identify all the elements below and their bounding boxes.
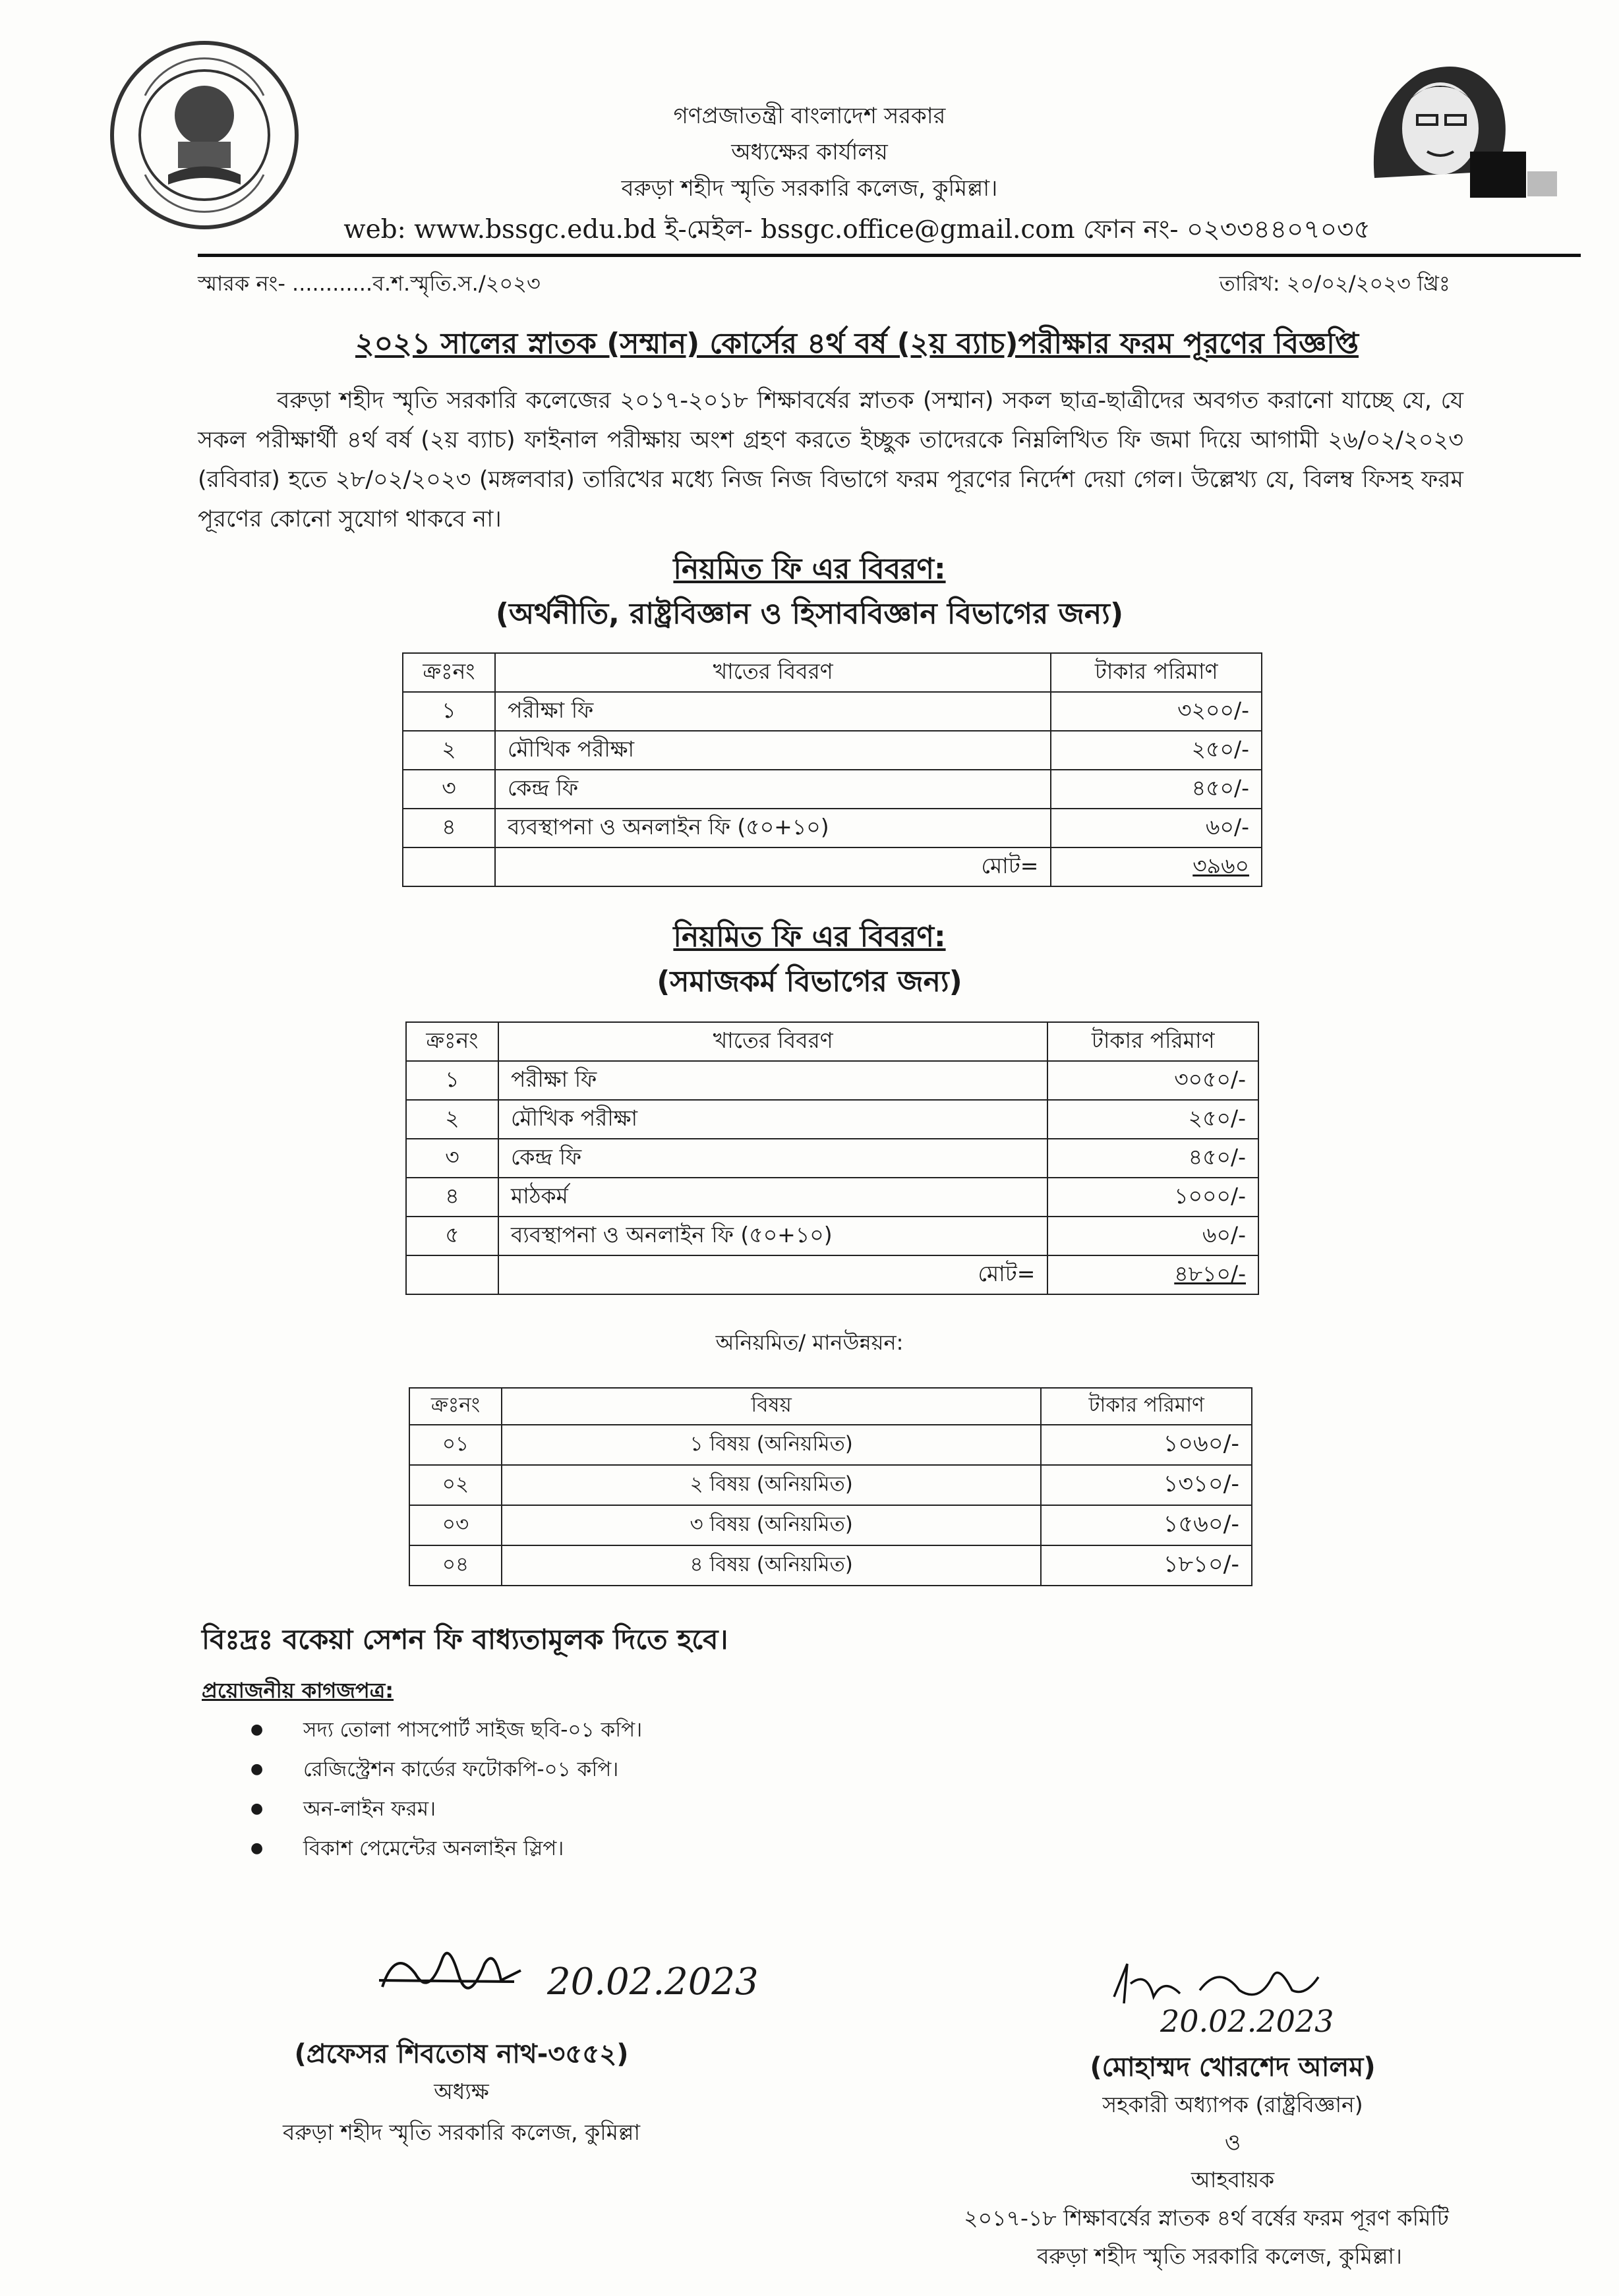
row-amount: ২৫০/-: [1051, 731, 1262, 770]
row-item: কেন্দ্র ফি: [498, 1139, 1047, 1178]
row-item: ৪ বিষয় (অনিয়মিত): [502, 1545, 1041, 1586]
memo-date: তারিখ: ২০/০২/২০২৩ খ্রিঃ: [1219, 271, 1450, 296]
list-item: ● রেজিস্ট্রেশন কার্ডের ফটোকপি-০১ কপি।: [250, 1750, 642, 1789]
row-amount: ১০০০/-: [1047, 1178, 1258, 1217]
col-serial: ক্রঃনং: [409, 1388, 502, 1425]
col-subject: বিষয়: [502, 1388, 1041, 1425]
section1-subheading: (অর্থনীতি, রাষ্ট্রবিজ্ঞান ও হিসাববিজ্ঞান বিভাগের জন্য): [495, 597, 1124, 631]
row-item: কেন্দ্র ফি: [495, 770, 1051, 809]
section3-heading: অনিয়মিত/ মানউন্নয়ন:: [715, 1330, 904, 1355]
committee-name: ২০১৭-১৮ শিক্ষাবর্ষের স্নাতক ৪র্থ বর্ষের ফরম পূরণ কমিটি: [964, 2205, 1449, 2231]
memo-number: স্মারক নং- ............ব.শ.স্মৃতি.স./২০২৩: [198, 271, 541, 296]
row-item: পরীক্ষা ফি: [498, 1061, 1047, 1100]
row-serial: ১: [406, 1061, 498, 1100]
convener-title: সহকারী অধ্যাপক (রাষ্ট্রবিজ্ঞান): [1102, 2092, 1363, 2117]
office-name: অধ্যক্ষের কার্যালয়: [731, 139, 888, 165]
list-item: ● অন-লাইন ফরম।: [250, 1789, 642, 1829]
notice-title: ২০২১ সালের স্নাতক (সম্মান) কোর্সের ৪র্থ বর্ষ (২য় ব্যাচ)পরীক্ষার ফরম পূরণের বিজ্ঞপ্তি: [355, 327, 1359, 360]
table-row: [403, 692, 1262, 731]
row-item: ব্যবস্থাপনা ও অনলাইন ফি (৫০+১০): [498, 1217, 1047, 1255]
row-serial: ৩: [406, 1139, 498, 1178]
row-amount: ৪৫০/-: [1047, 1139, 1258, 1178]
note-text: বিঃদ্রঃ বকেয়া সেশন ফি বাধ্যতামূলক দিতে হবে।: [202, 1623, 728, 1655]
row-amount: ২৫০/-: [1047, 1100, 1258, 1139]
table-row: [406, 1217, 1258, 1255]
row-item: ১ বিষয় (অনিয়মিত): [502, 1425, 1041, 1465]
row-serial: ৪: [406, 1178, 498, 1217]
row-serial: ২: [406, 1100, 498, 1139]
row-amount: ১০৬০/-: [1041, 1425, 1252, 1465]
govt-name: গণপ্রজাতন্ত্রী বাংলাদেশ সরকার: [673, 103, 946, 129]
row-amount: ৪৫০/-: [1051, 770, 1262, 809]
convener-name: (মোহাম্মদ খোরশেদ আলম): [1090, 2052, 1376, 2082]
total-amount: ৩৯৬০: [1051, 847, 1262, 886]
col-amount: টাকার পরিমাণ: [1051, 653, 1262, 692]
section2-heading: নিয়মিত ফি এর বিবরণ:: [673, 920, 946, 954]
principal-name: (প্রফেসর শিবতোষ নাথ-৩৫৫২): [294, 2039, 629, 2069]
principal-sign-date: 20.02.2023: [547, 1961, 759, 2003]
list-item: ● সদ্য তোলা পাসপোর্ট সাইজ ছবি-০১ কপি।: [250, 1710, 642, 1750]
docs-list: [250, 1710, 642, 1868]
convener-and: ও: [1224, 2129, 1241, 2155]
header-divider: [198, 254, 1581, 257]
college-name: বরুড়া শহীদ স্মৃতি সরকারি কলেজ, কুমিল্লা।: [621, 175, 998, 202]
row-serial: ০৪: [409, 1545, 502, 1586]
row-item: ৩ বিষয় (অনিয়মিত): [502, 1505, 1041, 1545]
row-amount: ১৮১০/-: [1041, 1545, 1252, 1586]
table-header-row: [406, 1022, 1258, 1061]
section2-subheading: (সমাজকর্ম বিভাগের জন্য): [657, 965, 962, 998]
principal-org: বরুড়া শহীদ স্মৃতি সরকারি কলেজ, কুমিল্লা: [282, 2119, 641, 2145]
row-item: মাঠকর্ম: [498, 1178, 1047, 1217]
principal-title: অধ্যক্ষ: [434, 2079, 489, 2104]
total-row: [406, 1255, 1258, 1294]
row-serial: ১: [403, 692, 495, 731]
row-item: মৌখিক পরীক্ষা: [498, 1100, 1047, 1139]
docs-heading: প্রয়োজনীয় কাগজপত্র:: [202, 1678, 394, 1703]
table-row: [409, 1465, 1252, 1505]
table-row: [409, 1545, 1252, 1586]
contact-line: web: www.bssgc.edu.bd ই-মেইল- bssgc.office@gmail.com ফোন নং- ০২৩৩৪৪০৭০৩৫: [343, 215, 1370, 244]
row-amount: ৬০/-: [1047, 1217, 1258, 1255]
row-amount: ৬০/-: [1051, 809, 1262, 847]
row-item: ২ বিষয় (অনিয়মিত): [502, 1465, 1041, 1505]
table-row: [409, 1425, 1252, 1465]
row-serial: ৪: [403, 809, 495, 847]
total-row: [403, 847, 1262, 886]
fee-table-2: [405, 1021, 1259, 1295]
table-row: [403, 809, 1262, 847]
table-row: [409, 1505, 1252, 1545]
row-serial: ০১: [409, 1425, 502, 1465]
total-amount: ৪৮১০/-: [1047, 1255, 1258, 1294]
row-serial: ৫: [406, 1217, 498, 1255]
row-item: পরীক্ষা ফি: [495, 692, 1051, 731]
col-description: খাতের বিবরণ: [498, 1022, 1047, 1061]
table-row: [406, 1061, 1258, 1100]
row-amount: ৩২০০/-: [1051, 692, 1262, 731]
table-row: [403, 770, 1262, 809]
table-header-row: [403, 653, 1262, 692]
col-serial: ক্রঃনং: [403, 653, 495, 692]
section1-heading: নিয়মিত ফি এর বিবরণ:: [673, 552, 946, 586]
fee-table-3: [409, 1387, 1252, 1586]
table-row: [406, 1100, 1258, 1139]
principal-signature: [369, 1934, 567, 2013]
list-item: ● বিকাশ পেমেন্টের অনলাইন স্লিপ।: [250, 1829, 642, 1868]
row-serial: ২: [403, 731, 495, 770]
table-header-row: [409, 1388, 1252, 1425]
total-label: মোট=: [498, 1255, 1047, 1294]
convener-role: আহবায়ক: [1191, 2167, 1275, 2193]
notice-body: বরুড়া শহীদ স্মৃতি সরকারি কলেজের ২০১৭-২০১৮ শিক্ষাবর্ষের স্নাতক (সম্মান) সকল ছাত্র-ছাত্রীদের অবগত করানো যাচ্ছে যে, যে সকল পরীক্ষার্থী ৪র্থ বর্ষ (২য় ব্যাচ) ফাইনাল পরীক্ষায় অংশ গ্রহণ করতে ইচ্ছুক তাদেরকে নিম্নলিখিত ফি জমা দিয়ে আগামী ২৬/০২/২০২৩ (রবিবার) হতে ২৮/০২/২০২৩ (মঙ্গলবার) তারিখের মধ্যে নিজ নিজ বিভাগে ফরম পূরণের নির্দেশ দেয়া গেল। উল্লেখ্য যে, বিলম্ব ফিসহ ফরম পূরণের কোনো সুযোগ থাকবে না।: [198, 387, 1463, 532]
convener-org: বরুড়া শহীদ স্মৃতি সরকারি কলেজ, কুমিল্লা।: [1037, 2243, 1402, 2269]
col-description: খাতের বিবরণ: [495, 653, 1051, 692]
col-serial: ক্রঃনং: [406, 1022, 498, 1061]
row-serial: ০২: [409, 1465, 502, 1505]
row-amount: ১৫৬০/-: [1041, 1505, 1252, 1545]
row-serial: ০৩: [409, 1505, 502, 1545]
row-item: মৌখিক পরীক্ষা: [495, 731, 1051, 770]
total-label: মোট=: [495, 847, 1051, 886]
convener-sign-date: 20.02.2023: [1160, 2003, 1334, 2039]
row-item: ব্যবস্থাপনা ও অনলাইন ফি (৫০+১০): [495, 809, 1051, 847]
table-row: [406, 1139, 1258, 1178]
col-amount: টাকার পরিমাণ: [1041, 1388, 1252, 1425]
fee-table-1: [402, 652, 1262, 887]
col-amount: টাকার পরিমাণ: [1047, 1022, 1258, 1061]
row-amount: ৩০৫০/-: [1047, 1061, 1258, 1100]
row-serial: ৩: [403, 770, 495, 809]
table-row: [406, 1178, 1258, 1217]
table-row: [403, 731, 1262, 770]
row-amount: ১৩১০/-: [1041, 1465, 1252, 1505]
